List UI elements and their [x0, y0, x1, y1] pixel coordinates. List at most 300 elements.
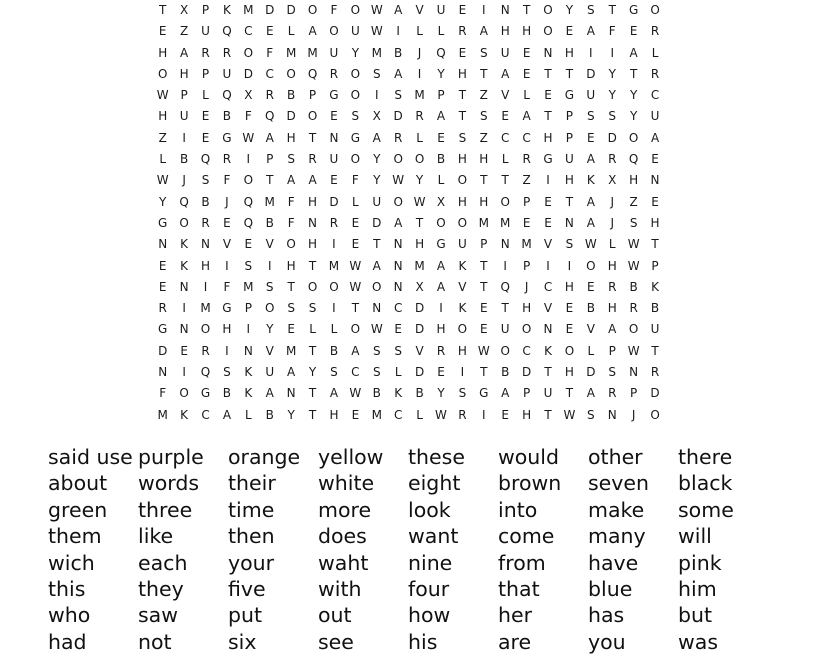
- grid-letter: Y: [373, 152, 381, 167]
- grid-letter: Z: [629, 194, 638, 209]
- word-bank-item: look: [408, 497, 451, 522]
- grid-letter: B: [436, 152, 446, 167]
- grid-letter: G: [222, 301, 232, 316]
- grid-letter: F: [223, 279, 231, 294]
- grid-letter: P: [565, 109, 574, 124]
- grid-letter: Y: [608, 88, 616, 103]
- grid-row: [152, 234, 672, 255]
- grid-row: [152, 21, 672, 42]
- grid-letter: U: [565, 152, 574, 167]
- grid-letter: T: [544, 109, 552, 124]
- grid-letter: W: [349, 258, 362, 273]
- grid-letter: E: [565, 322, 574, 337]
- grid-letter: V: [586, 322, 595, 337]
- grid-letter: Z: [479, 130, 488, 145]
- grid-letter: O: [628, 322, 639, 337]
- grid-letter: M: [414, 88, 425, 103]
- word-bank-item: pink: [678, 550, 722, 575]
- grid-letter: V: [501, 88, 510, 103]
- grid-letter: P: [266, 152, 274, 167]
- grid-letter: B: [265, 215, 274, 230]
- grid-letter: B: [222, 386, 232, 401]
- grid-letter: K: [180, 237, 189, 252]
- grid-letter: E: [629, 24, 638, 39]
- grid-letter: Z: [479, 88, 488, 103]
- grid-letter: E: [565, 301, 574, 316]
- grid-row: [152, 383, 672, 404]
- grid-letter: H: [543, 130, 553, 145]
- grid-letter: A: [629, 45, 638, 60]
- grid-letter: H: [500, 24, 510, 39]
- grid-letter: E: [565, 24, 574, 39]
- grid-letter: I: [417, 66, 422, 81]
- grid-letter: F: [266, 45, 274, 60]
- grid-letter: R: [329, 215, 339, 230]
- grid-letter: S: [587, 3, 595, 17]
- grid-letter: N: [543, 45, 553, 60]
- grid-letter: X: [244, 88, 253, 103]
- grid-letter: Q: [222, 88, 232, 103]
- grid-letter: V: [458, 279, 467, 294]
- grid-letter: M: [285, 343, 297, 358]
- grid-letter: O: [329, 279, 339, 294]
- grid-letter: Q: [222, 24, 232, 39]
- word-bank-item: they: [138, 576, 184, 601]
- word-bank-item: five: [228, 576, 266, 601]
- grid-letter: H: [436, 322, 446, 337]
- grid-letter: A: [436, 258, 446, 273]
- grid-letter: R: [458, 24, 467, 39]
- grid-letter: G: [158, 215, 168, 230]
- grid-letter: G: [628, 3, 639, 17]
- grid-letter: P: [180, 88, 188, 103]
- grid-row: [152, 192, 672, 213]
- grid-letter: T: [565, 194, 574, 209]
- grid-letter: C: [650, 88, 660, 103]
- grid-letter: I: [546, 258, 550, 273]
- letter-grid: [152, 0, 672, 428]
- grid-letter: Q: [628, 152, 639, 167]
- grid-row: [152, 43, 672, 64]
- word-bank-item: want: [408, 524, 459, 549]
- grid-letter: C: [351, 365, 360, 380]
- word-bank: [48, 444, 808, 655]
- grid-letter: W: [584, 237, 597, 252]
- grid-letter: W: [370, 322, 383, 337]
- grid-letter: M: [328, 258, 340, 273]
- grid-letter: K: [222, 3, 231, 17]
- grid-row: [152, 170, 672, 191]
- grid-letter: E: [544, 194, 552, 209]
- grid-letter: R: [308, 152, 317, 167]
- grid-letter: M: [500, 215, 511, 230]
- grid-letter: A: [394, 215, 403, 230]
- grid-letter: S: [458, 386, 467, 401]
- grid-letter: M: [371, 45, 382, 60]
- grid-letter: N: [286, 386, 296, 401]
- grid-letter: T: [266, 173, 274, 188]
- grid-letter: A: [372, 130, 381, 145]
- grid-letter: N: [543, 322, 553, 337]
- grid-letter: B: [650, 301, 660, 316]
- grid-letter: U: [201, 24, 210, 39]
- grid-letter: H: [179, 66, 189, 81]
- grid-letter: H: [158, 109, 168, 124]
- grid-letter: A: [372, 258, 381, 273]
- word-bank-item: you: [588, 629, 626, 654]
- grid-letter: T: [480, 258, 488, 273]
- grid-row: [152, 341, 672, 362]
- grid-letter: I: [182, 301, 186, 316]
- grid-letter: N: [179, 279, 189, 294]
- grid-letter: I: [503, 258, 507, 273]
- grid-letter: R: [608, 279, 617, 294]
- grid-letter: I: [589, 45, 593, 60]
- grid-letter: O: [200, 322, 211, 337]
- grid-letter: T: [373, 237, 381, 252]
- word-bank-item: said use: [48, 445, 133, 469]
- grid-letter: T: [544, 365, 552, 380]
- grid-letter: N: [564, 215, 574, 230]
- grid-letter: D: [286, 3, 296, 17]
- grid-letter: F: [244, 109, 252, 124]
- grid-letter: S: [608, 109, 617, 124]
- grid-letter: O: [157, 66, 168, 81]
- word-bank-item: these: [408, 445, 465, 469]
- grid-letter: E: [458, 3, 467, 17]
- grid-letter: D: [586, 365, 596, 380]
- grid-letter: T: [159, 3, 167, 17]
- grid-letter: E: [544, 215, 552, 230]
- grid-letter: H: [457, 343, 467, 358]
- grid-letter: O: [543, 24, 553, 39]
- grid-letter: U: [650, 322, 660, 337]
- grid-letter: W: [627, 258, 640, 273]
- grid-letter: R: [222, 45, 232, 60]
- word-bank-item: then: [228, 524, 275, 549]
- grid-letter: T: [629, 66, 638, 81]
- grid-letter: L: [437, 173, 445, 188]
- grid-letter: L: [523, 88, 530, 103]
- word-bank-item: come: [498, 524, 555, 549]
- grid-letter: U: [222, 66, 232, 81]
- grid-letter: B: [501, 365, 510, 380]
- grid-letter: J: [524, 279, 529, 294]
- word-bank-item: them: [48, 524, 102, 549]
- grid-letter: R: [201, 343, 210, 358]
- grid-letter: A: [222, 407, 232, 422]
- grid-letter: O: [329, 24, 339, 39]
- grid-letter: N: [607, 407, 617, 422]
- grid-letter: Y: [308, 365, 317, 380]
- grid-letter: I: [610, 45, 614, 60]
- grid-letter: E: [351, 237, 360, 252]
- grid-letter: H: [457, 66, 467, 81]
- grid-letter: S: [479, 45, 488, 60]
- grid-row: [152, 319, 672, 340]
- grid-letter: M: [243, 279, 254, 294]
- word-bank-item: nine: [408, 550, 453, 575]
- grid-letter: S: [372, 66, 381, 81]
- grid-letter: W: [627, 343, 640, 358]
- grid-letter: T: [480, 66, 488, 81]
- grid-letter: R: [201, 45, 210, 60]
- grid-letter: O: [628, 130, 639, 145]
- grid-letter: A: [586, 194, 595, 209]
- grid-letter: B: [179, 152, 189, 167]
- grid-letter: R: [608, 386, 617, 401]
- grid-letter: J: [182, 173, 186, 188]
- grid-letter: O: [436, 215, 446, 230]
- grid-letter: A: [436, 279, 446, 294]
- grid-letter: J: [417, 45, 422, 60]
- grid-letter: H: [522, 24, 532, 39]
- grid-letter: I: [567, 258, 572, 273]
- grid-letter: S: [587, 407, 595, 422]
- grid-letter: S: [308, 301, 317, 316]
- grid-letter: H: [286, 258, 296, 273]
- grid-letter: T: [501, 173, 509, 188]
- grid-letter: D: [521, 365, 532, 380]
- grid-letter: H: [607, 301, 617, 316]
- grid-letter: A: [608, 322, 617, 337]
- grid-letter: H: [564, 365, 574, 380]
- grid-letter: T: [544, 66, 552, 81]
- grid-letter: Y: [159, 194, 167, 209]
- grid-letter: A: [586, 386, 595, 401]
- grid-letter: L: [202, 88, 209, 103]
- grid-letter: A: [308, 173, 317, 188]
- grid-letter: E: [458, 45, 467, 60]
- grid-letter: H: [629, 173, 639, 188]
- grid-letter: D: [243, 66, 253, 81]
- grid-letter: Q: [243, 194, 254, 209]
- word-bank-item: how: [408, 603, 451, 628]
- grid-row: [152, 64, 672, 85]
- grid-letter: M: [414, 258, 425, 273]
- grid-letter: I: [332, 237, 336, 252]
- grid-letter: T: [544, 407, 552, 422]
- grid-letter: O: [350, 3, 361, 17]
- grid-letter: J: [610, 194, 614, 209]
- grid-letter: F: [287, 194, 295, 209]
- grid-letter: L: [330, 322, 338, 337]
- grid-letter: S: [394, 88, 402, 103]
- grid-letter: Z: [158, 130, 167, 145]
- grid-letter: S: [265, 279, 274, 294]
- grid-letter: V: [265, 237, 274, 252]
- grid-letter: S: [223, 365, 231, 380]
- grid-letter: P: [651, 258, 659, 273]
- grid-letter: Y: [565, 3, 574, 17]
- grid-letter: A: [287, 173, 296, 188]
- grid-letter: H: [158, 45, 168, 60]
- grid-letter: C: [393, 301, 403, 316]
- grid-letter: K: [394, 386, 403, 401]
- grid-letter: S: [330, 365, 338, 380]
- grid-letter: A: [586, 215, 595, 230]
- grid-letter: A: [650, 130, 660, 145]
- word-bank-item: eight: [408, 471, 461, 496]
- grid-letter: V: [265, 343, 274, 358]
- grid-letter: L: [416, 407, 423, 422]
- grid-letter: A: [501, 386, 510, 401]
- grid-letter: H: [457, 194, 467, 209]
- word-bank-item: put: [228, 603, 263, 628]
- grid-letter: F: [608, 24, 616, 39]
- grid-letter: H: [222, 322, 232, 337]
- grid-letter: E: [522, 66, 531, 81]
- grid-letter: E: [158, 279, 167, 294]
- grid-letter: E: [522, 215, 531, 230]
- grid-letter: U: [500, 322, 510, 337]
- grid-letter: N: [158, 237, 168, 252]
- word-bank-item: green: [48, 497, 108, 522]
- grid-letter: G: [200, 386, 211, 401]
- grid-letter: B: [394, 45, 403, 60]
- grid-letter: N: [308, 215, 318, 230]
- grid-letter: T: [415, 215, 424, 230]
- grid-letter: A: [180, 45, 189, 60]
- grid-letter: S: [565, 237, 574, 252]
- grid-letter: R: [265, 88, 274, 103]
- grid-letter: E: [287, 322, 295, 337]
- grid-letter: O: [393, 152, 403, 167]
- grid-letter: W: [242, 130, 255, 145]
- word-bank-item: brown: [498, 471, 562, 496]
- grid-letter: F: [287, 215, 295, 230]
- grid-letter: K: [180, 258, 189, 273]
- grid-letter: C: [522, 130, 531, 145]
- grid-letter: R: [629, 301, 638, 316]
- grid-letter: O: [350, 322, 361, 337]
- grid-letter: U: [350, 24, 360, 39]
- grid-letter: T: [458, 88, 467, 103]
- grid-letter: G: [543, 152, 553, 167]
- grid-letter: C: [543, 279, 553, 294]
- grid-letter: S: [372, 365, 381, 380]
- grid-letter: M: [371, 407, 382, 422]
- word-bank-item: him: [678, 576, 717, 601]
- word-bank-item: her: [498, 603, 533, 628]
- grid-letter: P: [437, 88, 445, 103]
- grid-letter: C: [393, 407, 403, 422]
- word-bank-item: out: [318, 603, 352, 628]
- grid-letter: T: [308, 386, 317, 401]
- word-bank-item: other: [588, 445, 643, 469]
- grid-letter: P: [244, 301, 252, 316]
- grid-letter: E: [501, 407, 509, 422]
- grid-letter: D: [372, 215, 382, 230]
- grid-letter: V: [222, 237, 232, 252]
- grid-letter: W: [370, 24, 383, 39]
- grid-letter: O: [500, 194, 510, 209]
- grid-letter: M: [157, 407, 168, 422]
- grid-letter: R: [415, 109, 424, 124]
- word-bank-item: will: [678, 524, 712, 549]
- grid-letter: G: [479, 386, 489, 401]
- grid-letter: B: [629, 279, 638, 294]
- grid-letter: H: [522, 301, 532, 316]
- grid-letter: H: [564, 173, 574, 188]
- grid-letter: E: [544, 88, 552, 103]
- word-bank-item: more: [318, 497, 372, 522]
- grid-letter: V: [415, 343, 424, 358]
- word-bank-item: see: [318, 629, 354, 654]
- grid-letter: J: [610, 215, 614, 230]
- grid-letter: W: [627, 237, 640, 252]
- word-bank-item: their: [228, 471, 276, 496]
- grid-letter: A: [287, 365, 296, 380]
- word-bank-item: blue: [588, 576, 633, 601]
- grid-letter: O: [372, 279, 382, 294]
- grid-letter: X: [179, 3, 189, 17]
- grid-letter: P: [308, 88, 317, 103]
- grid-letter: R: [329, 66, 339, 81]
- grid-letter: H: [415, 237, 425, 252]
- word-bank-item: with: [318, 576, 362, 601]
- grid-letter: O: [265, 301, 275, 316]
- grid-letter: E: [201, 130, 210, 145]
- grid-letter: H: [286, 130, 296, 145]
- grid-letter: P: [565, 130, 574, 145]
- grid-letter: H: [522, 407, 532, 422]
- word-bank-item: white: [318, 471, 375, 496]
- grid-letter: H: [308, 194, 318, 209]
- grid-letter: P: [480, 237, 488, 252]
- grid-letter: N: [629, 365, 639, 380]
- grid-letter: E: [651, 194, 659, 209]
- grid-letter: Q: [436, 45, 446, 60]
- grid-letter: E: [437, 365, 445, 380]
- grid-letter: K: [244, 386, 253, 401]
- word-bank-item: orange: [228, 445, 301, 469]
- grid-letter: K: [651, 279, 659, 294]
- grid-letter: Y: [629, 109, 638, 124]
- grid-letter: O: [243, 45, 254, 60]
- grid-letter: I: [203, 279, 208, 294]
- grid-letter: C: [501, 130, 510, 145]
- grid-letter: A: [586, 24, 595, 39]
- grid-letter: T: [565, 386, 574, 401]
- grid-letter: I: [182, 365, 186, 380]
- grid-letter: K: [244, 365, 253, 380]
- grid-letter: W: [563, 407, 576, 422]
- grid-letter: U: [650, 109, 660, 124]
- grid-letter: D: [586, 66, 596, 81]
- grid-letter: K: [544, 343, 552, 358]
- grid-letter: E: [651, 152, 659, 167]
- grid-letter: W: [477, 343, 490, 358]
- grid-letter: D: [265, 3, 275, 17]
- grid-letter: H: [457, 152, 467, 167]
- grid-letter: P: [522, 258, 531, 273]
- grid-letter: F: [330, 3, 338, 17]
- grid-letter: L: [437, 24, 445, 39]
- grid-letter: G: [350, 130, 361, 145]
- grid-letter: S: [244, 258, 253, 273]
- grid-letter: I: [546, 173, 550, 188]
- grid-row: [152, 256, 672, 277]
- grid-letter: H: [479, 152, 489, 167]
- grid-letter: D: [158, 343, 168, 358]
- grid-letter: U: [586, 88, 596, 103]
- grid-letter: I: [396, 24, 400, 39]
- grid-letter: N: [500, 3, 510, 17]
- grid-letter: H: [564, 279, 574, 294]
- grid-letter: Q: [500, 279, 510, 294]
- grid-letter: V: [543, 301, 553, 316]
